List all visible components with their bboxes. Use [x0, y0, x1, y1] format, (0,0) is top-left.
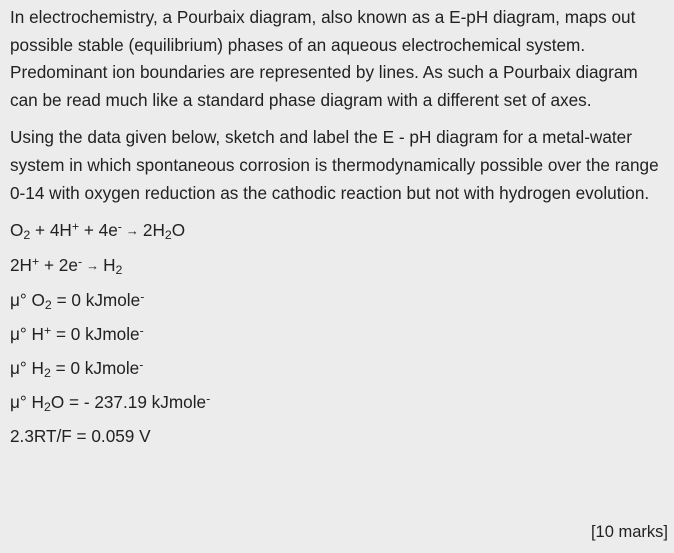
equations-block: [10, 219, 670, 447]
hydrogen-evolution-equation: $2H^+ + 2e^- \to H_2$: [10, 254, 123, 278]
rt-over-f-value: 2.3RT/F = 0.059 V: [10, 426, 151, 447]
intro-paragraph: In electrochemistry, a Pourbaix diagram, also known as a E-pH diagram, maps out possible stable (equilibrium) phases of an aqueous electrochemical system. Predominant ion boundaries are represented by lines. As such a Pourbaix diagram can be read much like a standard phase diagram with a different set of axes.: [10, 7, 638, 110]
oxygen-reduction-equation: $O_2 + 4H^+ + 4e^- \to 2H_2O$: [10, 219, 186, 243]
task-paragraph: Using the data given below, sketch and label the E - pH diagram for a metal-water system in which spontaneous corrosion is thermodynamically possible over the range 0-14 with oxygen reduction as the cathodic reaction but not with hydrogen evolution.: [10, 127, 659, 203]
reaction-arrow-icon: →: [86, 258, 100, 274]
mu-hplus-value: μ° H+ = 0 kJmole-: [10, 323, 144, 345]
mu-h2o-value: μ° $H_2O$ = - 237.19 kJmole-: [10, 391, 211, 415]
mu-o2-value: μ° $O_2 = 0$ kJmole-: [10, 289, 145, 313]
question-body: [10, 4, 670, 447]
mu-h2-value: μ° $H_2 = 0$ kJmole-: [10, 357, 144, 381]
reaction-arrow-icon: →: [125, 223, 139, 239]
marks-label: [10 marks]: [590, 523, 668, 541]
